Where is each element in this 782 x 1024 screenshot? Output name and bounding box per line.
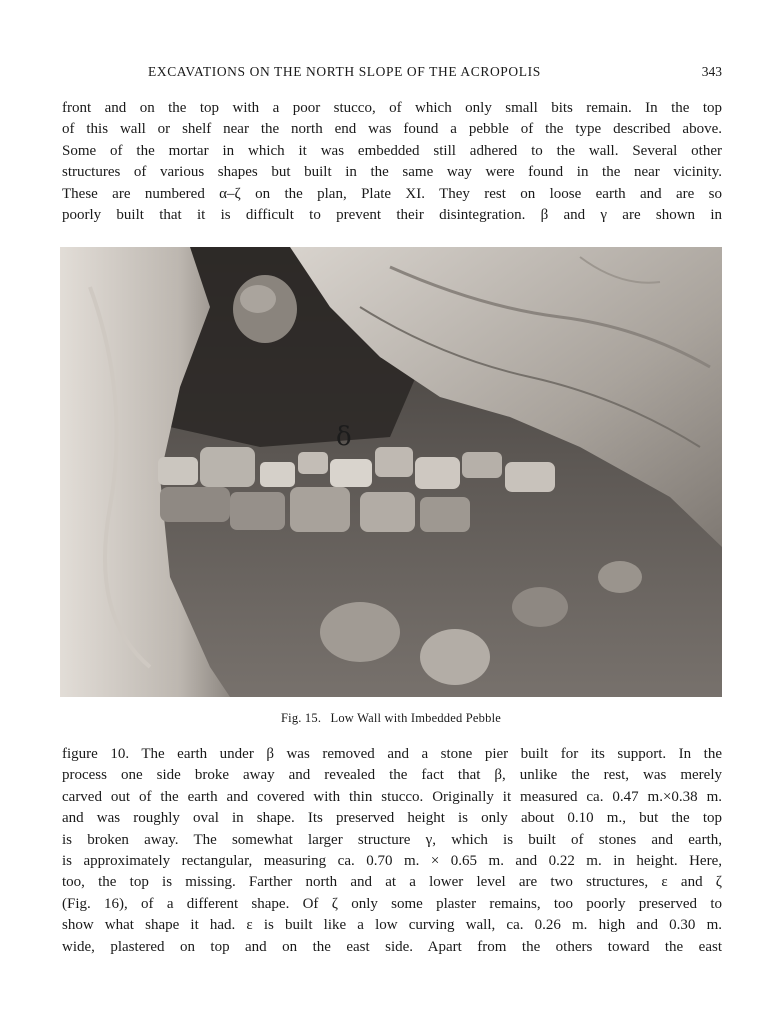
text-line: is broken away. The somewhat larger structure γ, which is built of stones and earth, bbox=[62, 831, 722, 848]
page-number: 343 bbox=[701, 64, 722, 79]
bottom-paragraph bbox=[62, 744, 722, 958]
text-line: (Fig. 16), of a different shape. Of ζ only some plaster remains, too poorly preserved to bbox=[62, 895, 722, 912]
text-line: front and on the top with a poor stucco, of which only small bits remain. In the top bbox=[62, 100, 722, 116]
loose-stone bbox=[420, 629, 490, 685]
text-line: These are numbered α–ζ on the plan, Plate XI. They rest on loose earth and are so bbox=[62, 185, 722, 202]
top-paragraph bbox=[62, 98, 722, 226]
figure-caption-text: Low Wall with Imbedded Pebble bbox=[330, 711, 501, 725]
boulder-highlight bbox=[240, 285, 276, 313]
running-title: EXCAVATIONS ON THE NORTH SLOPE OF THE ACROPOLIS bbox=[148, 64, 541, 79]
text-line: process one side broke away and revealed the fact that β, unlike the rest, was merely bbox=[62, 767, 722, 784]
text-line: structures of various shapes but built in the same way were found in the near vicinity. bbox=[62, 164, 722, 181]
loose-stone bbox=[320, 602, 400, 662]
text-line: figure 10. The earth under β was removed and a stone pier built for its support. In the bbox=[62, 746, 722, 762]
figure-number: Fig. 15. bbox=[281, 711, 322, 725]
text-line: of this wall or shelf near the north end was found a pebble of the type described above. bbox=[62, 121, 722, 138]
loose-stone bbox=[512, 587, 568, 627]
text-line: wide, plastered on top and on the east side. Apart from the others toward the east bbox=[62, 938, 722, 955]
photo-label-delta: δ bbox=[336, 422, 352, 452]
excavation-photograph bbox=[60, 247, 722, 697]
text-line: poorly built that it is difficult to prevent their disintegration. β and γ are shown in bbox=[62, 206, 722, 223]
text-line: carved out of the earth and covered with thin stucco. Originally it measured ca. 0.47 m.×0.38 m. bbox=[62, 788, 722, 805]
text-line: show what shape it had. ε is built like a low curving wall, ca. 0.26 m. high and 0.30 m. bbox=[62, 917, 722, 934]
text-line: is approximately rectangular, measuring ca. 0.70 m. × 0.65 m. and 0.22 m. in height. Here, bbox=[62, 852, 722, 869]
text-line: too, the top is missing. Farther north and at a lower level are two structures, ε and ζ bbox=[62, 874, 722, 891]
text-line: and was roughly oval in shape. Its preserved height is only about 0.10 m., but the top bbox=[62, 810, 722, 827]
figure-caption bbox=[0, 711, 782, 726]
running-head bbox=[62, 64, 722, 84]
loose-stone bbox=[598, 561, 642, 593]
text-line: Some of the mortar in which it was embedded still adhered to the wall. Several other bbox=[62, 142, 722, 159]
